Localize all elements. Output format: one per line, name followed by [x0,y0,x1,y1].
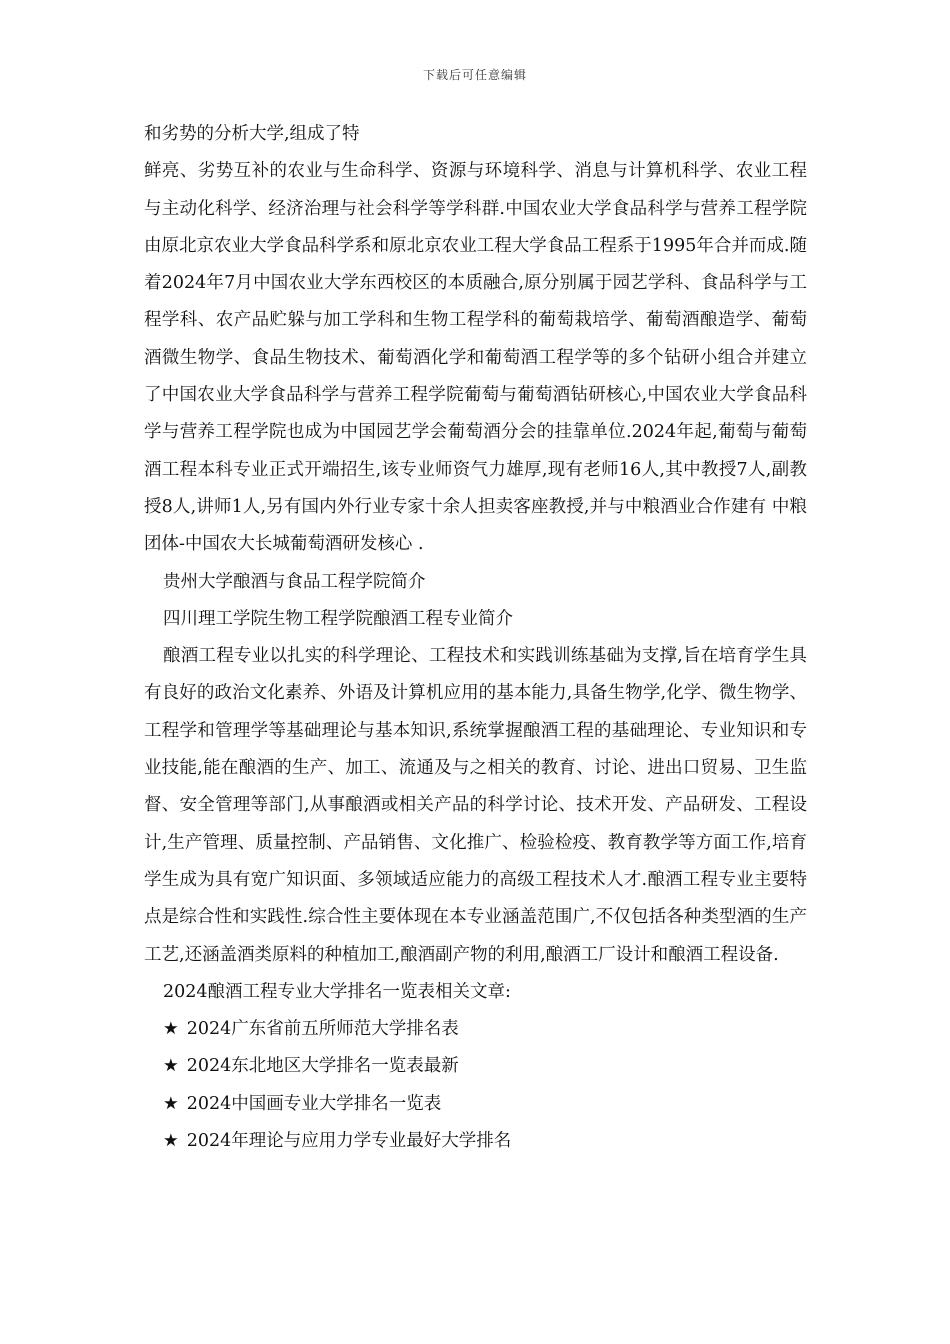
star-bullet-icon: ★ [163,1019,179,1040]
related-articles-list [144,1011,807,1160]
related-article-item[interactable] [144,1123,807,1160]
related-article-item[interactable] [144,1048,807,1085]
related-articles-heading: 2024酿酒工程专业大学排名一览表相关文章: [163,981,511,1002]
paragraph-cau-grape-wine: 鲜亮、劣势互补的农业与生命科学、资源与环境科学、消息与计算机科学、农业工程与主动化科学、经济治理与社会科学等学科群.中国农业大学食品科学与营养工程学院由原北京农业大学食品科学系和原北京农业工程大学食品工程系于1995年合并而成.随着2024年7月中国农业大学东西校区的本质融合,原分别属于园艺学科、食品科学与工程学科、农产品贮躲与加工学科和生物工程学科的葡萄栽培学、葡萄酒酿造学、葡萄酒微生物学、食品生物技术、葡萄酒化学和葡萄酒工程学等的多个钻研小组合并建立了中国农业大学食品科学与营养工程学院葡萄与葡萄酒钻研核心,中国农业大学食品科学与营养工程学院也成为中国园艺学会葡萄酒分会的挂靠单位.2024年起,葡萄与葡萄酒工程本科专业正式开端招生,该专业师资气力雄厚,现有老师16人,其中教授7人,副教授8人,讲师1人,另有国内外行业专家十余人担卖客座教授,并与中粮酒业合作建有 中粮团体-中国农大长城葡萄酒研发核心 . [144,161,807,555]
star-bullet-icon: ★ [163,1093,179,1114]
paragraph-sichuan-intro: 四川理工学院生物工程学院酿酒工程专业简介 [163,608,513,629]
star-bullet-icon: ★ [163,1131,179,1152]
page-header-note: 下载后可任意编辑 [422,68,527,82]
paragraph-fragment: 和劣势的分析大学,组成了特 [144,124,360,144]
paragraph-guizhou-intro: 贵州大学酿酒与食品工程学院简介 [163,571,426,592]
related-article-title: 2024广东省前五所师范大学排名表 [186,1019,459,1040]
star-bullet-icon: ★ [163,1056,179,1077]
related-article-item[interactable] [144,1086,807,1123]
related-article-title: 2024年理论与应用力学专业最好大学排名 [186,1131,512,1152]
paragraph-brewing-engineering: 酿酒工程专业以扎实的科学理论、工程技术和实践训练基础为支撑,旨在培育学生具有良好的政治文化素养、外语及计算机应用的基本能力,具备生物学,化学、微生物学、工程学和管理学等基础理论与基本知识,系统掌握酿酒工程的基础理论、专业知识和专业技能,能在酿酒的生产、加工、流通及与之相关的教育、讨论、进出口贸易、卫生监督、安全管理等部门,从事酿酒或相关产品的科学讨论、技术开发、产品研发、工程设计,生产管理、质量控制、产品销售、文化推广、检验检疫、教育教学等方面工作,培育学生成为具有宽广知识面、多领域适应能力的高级工程技术人才.酿酒工程专业主要特点是综合性和实践性.综合性主要体现在本专业涵盖范围广,不仅包括各种类型酒的生产工艺,还涵盖酒类原料的种植加工,酿酒副产物的利用,酿酒工厂设计和酿酒工程设备. [144,646,807,965]
related-article-title: 2024东北地区大学排名一览表最新 [186,1056,459,1077]
related-article-item[interactable] [144,1011,807,1048]
document-body [144,116,807,1160]
related-article-title: 2024中国画专业大学排名一览表 [186,1093,442,1114]
